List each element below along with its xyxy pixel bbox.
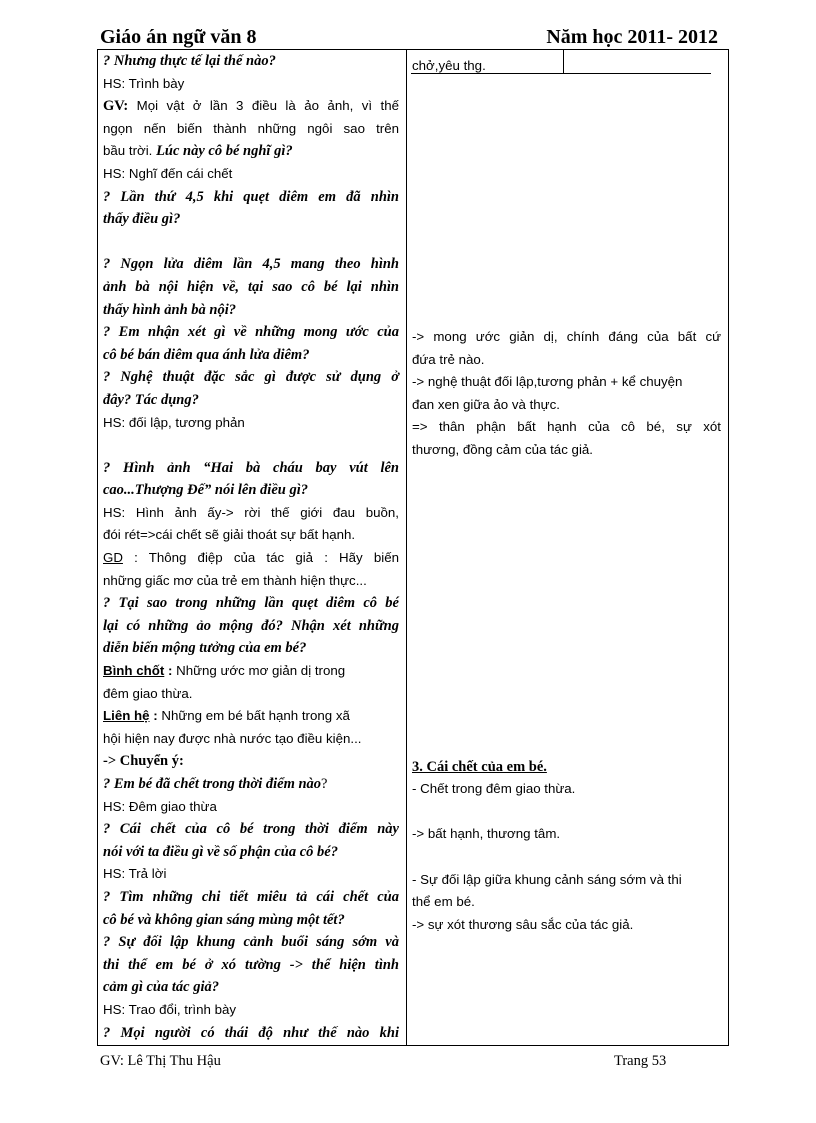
- question-line: ảnh bà nội hiện về, tại sao cô bé lại nhìn: [103, 278, 399, 295]
- text-span: Những em bé bất hạnh trong xã: [161, 708, 350, 724]
- spacer: [412, 78, 721, 326]
- question-line: ? Nghệ thuật đặc sắc gì được sử dụng ở: [103, 369, 399, 386]
- text-span: Mọi vật ở lần 3 điều là ảo ảnh, vì thế: [128, 98, 399, 114]
- question-line: ? Lần thứ 4,5 khi quẹt diêm em đã nhìn: [103, 188, 399, 205]
- lien-he-label: Liên hệ: [103, 708, 150, 724]
- question-line: thấy điều gì?: [103, 211, 181, 228]
- page-number: Trang 53: [614, 1053, 667, 1069]
- content-line: -> nghệ thuật đối lập,tương phản + kể chuyện: [412, 374, 683, 390]
- content-column: [412, 56, 721, 936]
- document-title: Giáo án ngữ văn 8: [100, 26, 257, 48]
- text-line: đêm giao thừa.: [103, 685, 193, 701]
- question-mark: ?: [321, 776, 328, 792]
- content-line: - Chết trong đêm giao thừa.: [412, 781, 576, 797]
- student-line: đói rét=>cái chết sẽ giải thoát sự bất hạnh.: [103, 527, 356, 543]
- question-line: thấy hình ảnh bà nội?: [103, 301, 236, 318]
- question-line: cô bé bán diêm qua ánh lửa diêm?: [103, 346, 310, 363]
- teacher-line: [103, 95, 399, 118]
- content-line: thể em bé.: [412, 894, 475, 910]
- table-middle-border: [406, 49, 407, 1046]
- content-line: => thân phận bất hạnh của cô bé, sự xót: [412, 419, 721, 435]
- student-line: HS: Hình ảnh ấy-> rời thế giới đau buồn,: [103, 504, 399, 520]
- gd-label: GD: [103, 550, 123, 566]
- text-line: hội hiện nay được nhà nước tạo điều kiện...: [103, 730, 362, 746]
- table-bottom-border: [97, 1045, 729, 1046]
- gv-label: GV:: [103, 98, 129, 115]
- spacer: [103, 434, 399, 457]
- question-line: ? Tìm những chi tiết miêu tả cái chết của: [103, 888, 399, 905]
- summary-line: [103, 660, 399, 683]
- question-line: ? Cái chết của cô bé trong thời điểm này: [103, 821, 399, 838]
- teacher-student-activities-column: [103, 50, 399, 1044]
- question-line: đây? Tác dụng?: [103, 391, 199, 408]
- education-line: [103, 547, 399, 570]
- spacer: [412, 462, 721, 756]
- question-span: khung cảnh buổi sáng sớm và: [196, 934, 399, 951]
- colon: :: [164, 663, 177, 679]
- student-line: HS: Trao đổi, trình bày: [103, 1001, 237, 1017]
- text-span: Những ước mơ giản dị trong: [176, 663, 346, 679]
- text-line: [103, 140, 399, 163]
- question-line: cô bé và không gian sáng mùng một tết?: [103, 911, 345, 928]
- text-span: : Thông điệp của tác giả : Hãy biến: [122, 550, 399, 566]
- page-header: [100, 26, 718, 50]
- student-line: HS: Trình bày: [103, 75, 185, 91]
- content-line: thương, đồng cảm của tác giả.: [412, 441, 593, 457]
- question-line: ? Em nhận xét gì về những mong ước của: [103, 324, 399, 341]
- spacer: [412, 846, 721, 869]
- binh-chot-label: Bình chốt: [103, 663, 165, 679]
- content-line: -> mong ước giản dị, chính đáng của bất cứ: [412, 329, 721, 344]
- text-line: chở,yêu thg.: [412, 58, 486, 73]
- connection-line: [103, 705, 399, 728]
- table-left-border: [97, 49, 98, 1046]
- spacer: [412, 801, 721, 824]
- content-line: - Sự đối lập giữa khung cảnh sáng sớm và thi: [412, 871, 682, 887]
- transition-line: -> Chuyển ý:: [103, 753, 184, 770]
- student-line: HS: Nghĩ đến cái chết: [103, 165, 233, 181]
- question-span: Lúc này cô bé nghĩ gì?: [156, 143, 293, 160]
- question-line: cảm gì của tác giả?: [103, 979, 219, 996]
- question-line: [103, 931, 399, 954]
- school-year: Năm học 2011- 2012: [546, 26, 718, 48]
- student-line: HS: Trả lời: [103, 866, 167, 882]
- question-span: ? Em bé đã chết trong thời điểm nào: [103, 776, 322, 792]
- question-line: lại có những ảo mộng đó? Nhận xét những: [103, 617, 399, 634]
- text-span: bầu trời.: [103, 143, 157, 159]
- text-line: những giấc mơ của trẻ em thành hiện thực...: [103, 572, 367, 588]
- student-line: HS: đối lập, tương phản: [103, 414, 245, 430]
- question-line: diễn biến mộng tưởng của em bé?: [103, 640, 307, 657]
- student-line: HS: Đêm giao thừa: [103, 798, 217, 814]
- question-line: ? Tại sao trong những lần quẹt diêm cô bé: [103, 595, 399, 612]
- spacer: [103, 231, 399, 254]
- section-heading: 3. Cái chết của em bé.: [412, 758, 547, 775]
- question-line: [103, 773, 399, 796]
- question-line: thi thể em bé ở xó tường -> thể hiện tình: [103, 956, 399, 973]
- question-line: ? Mọi người có thái độ như thế nào khi: [103, 1024, 399, 1041]
- question-span: ? Sự đối lập: [103, 934, 197, 951]
- content-line: -> sự xót thương sâu sắc của tác giả.: [412, 916, 634, 932]
- teacher-name: GV: Lê Thị Thu Hậu: [100, 1053, 221, 1069]
- question-line: nói với ta điều gì về số phận của cô bé?: [103, 843, 338, 860]
- table-right-border: [728, 49, 729, 1046]
- content-line: -> bất hạnh, thương tâm.: [412, 826, 561, 842]
- question-line: ? Ngọn lửa diêm lần 4,5 mang theo hình: [103, 256, 399, 273]
- content-line: đứa trẻ nào.: [412, 351, 485, 367]
- text-line: ngọn nến biến thành những ngôi sao trên: [103, 120, 399, 136]
- question-line: ? Hình ảnh “Hai bà cháu bay vút lên: [103, 459, 399, 476]
- content-line: đan xen giữa ảo và thực.: [412, 396, 560, 412]
- question-line: ? Nhưng thực tế lại thế nào?: [103, 53, 276, 69]
- question-line: cao...Thượng Đế” nói lên điều gì?: [103, 482, 308, 499]
- colon: :: [149, 708, 162, 724]
